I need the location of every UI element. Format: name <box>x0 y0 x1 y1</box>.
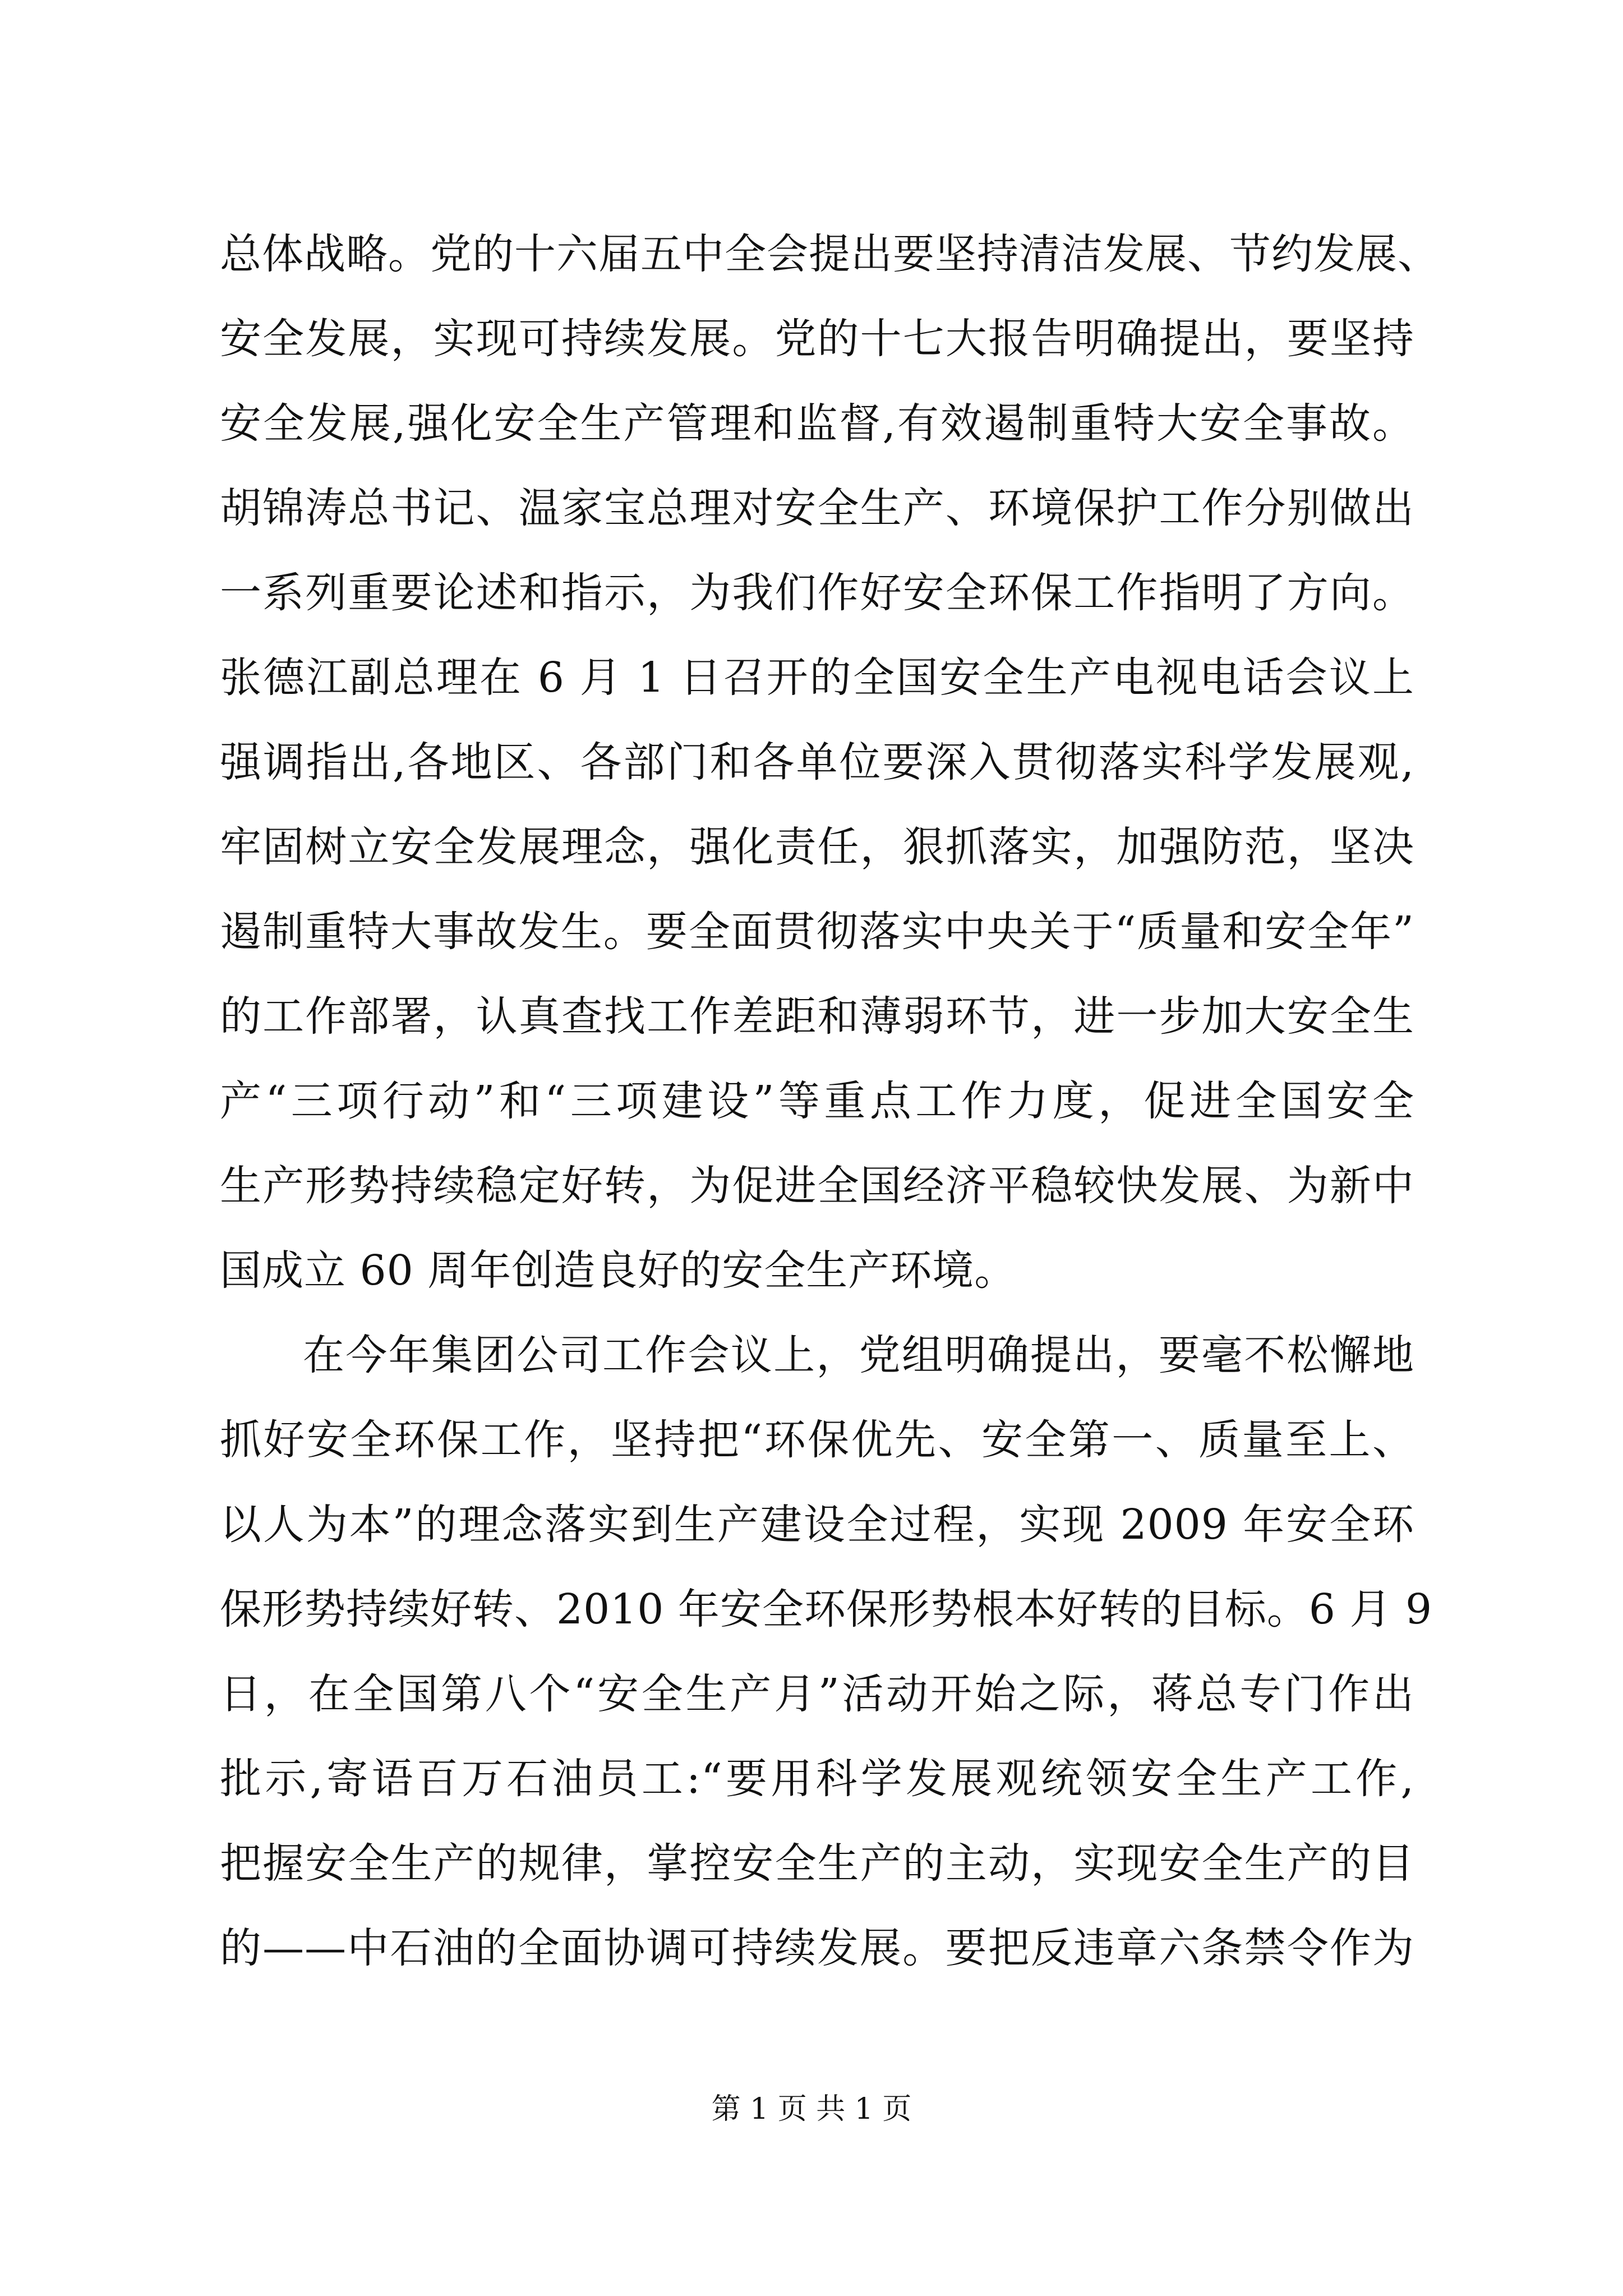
text-line: 安全发展,强化安全生产管理和监督,有效遏制重特大安全事故。 <box>220 399 1414 448</box>
text-line: 张德江副总理在 6 月 1 日召开的全国安全生产电视电话会议上 <box>220 654 1414 702</box>
text-line: 以人为本”的理念落实到生产建设全过程，实现 2009 年安全环 <box>220 1501 1414 1549</box>
text-line: 生产形势持续稳定好转，为促进全国经济平稳较快发展、为新中 <box>220 1162 1414 1210</box>
text-line: 抓好安全环保工作，坚持把“环保优先、安全第一、质量至上、 <box>220 1416 1414 1464</box>
text-line: 保形势持续好转、2010 年安全环保形势根本好转的目标。6 月 9 <box>220 1585 1433 1634</box>
text-line: 的——中石油的全面协调可持续发展。要把反违章六条禁令作为 <box>220 1924 1414 1972</box>
text-line: 的工作部署，认真查找工作差距和薄弱环节，进一步加大安全生 <box>220 992 1414 1041</box>
text-line: 强调指出,各地区、各部门和各单位要深入贯彻落实科学发展观, <box>220 738 1414 786</box>
text-line: 一系列重要论述和指示，为我们作好安全环保工作指明了方向。 <box>220 569 1414 617</box>
text-line: 安全发展，实现可持续发展。党的十七大报告明确提出，要坚持 <box>220 315 1414 363</box>
page-number-footer: 第 1 页 共 1 页 <box>711 2092 912 2126</box>
text-line: 日，在全国第八个“安全生产月”活动开始之际，蒋总专门作出 <box>220 1670 1414 1718</box>
text-line: 产“三项行动”和“三项建设”等重点工作力度，促进全国安全 <box>220 1077 1414 1125</box>
text-line: 总体战略。党的十六届五中全会提出要坚持清洁发展、节约发展、 <box>220 230 1440 278</box>
text-line: 遏制重特大事故发生。要全面贯彻落实中央关于“质量和安全年” <box>220 908 1414 956</box>
body-text <box>220 212 1440 1991</box>
text-line: 批示,寄语百万石油员工:“要用科学发展观统领安全生产工作, <box>220 1755 1414 1803</box>
text-line: 牢固树立安全发展理念，强化责任，狠抓落实，加强防范，坚决 <box>220 823 1414 871</box>
text-line: 国成立 60 周年创造良好的安全生产环境。 <box>220 1246 1017 1295</box>
text-line: 胡锦涛总书记、温家宝总理对安全生产、环境保护工作分别做出 <box>220 484 1414 532</box>
paragraph-first-line: 在今年集团公司工作会议上，党组明确提出，要毫不松懈地 <box>303 1331 1414 1379</box>
text-line: 把握安全生产的规律，掌控安全生产的主动，实现安全生产的目 <box>220 1839 1414 1888</box>
